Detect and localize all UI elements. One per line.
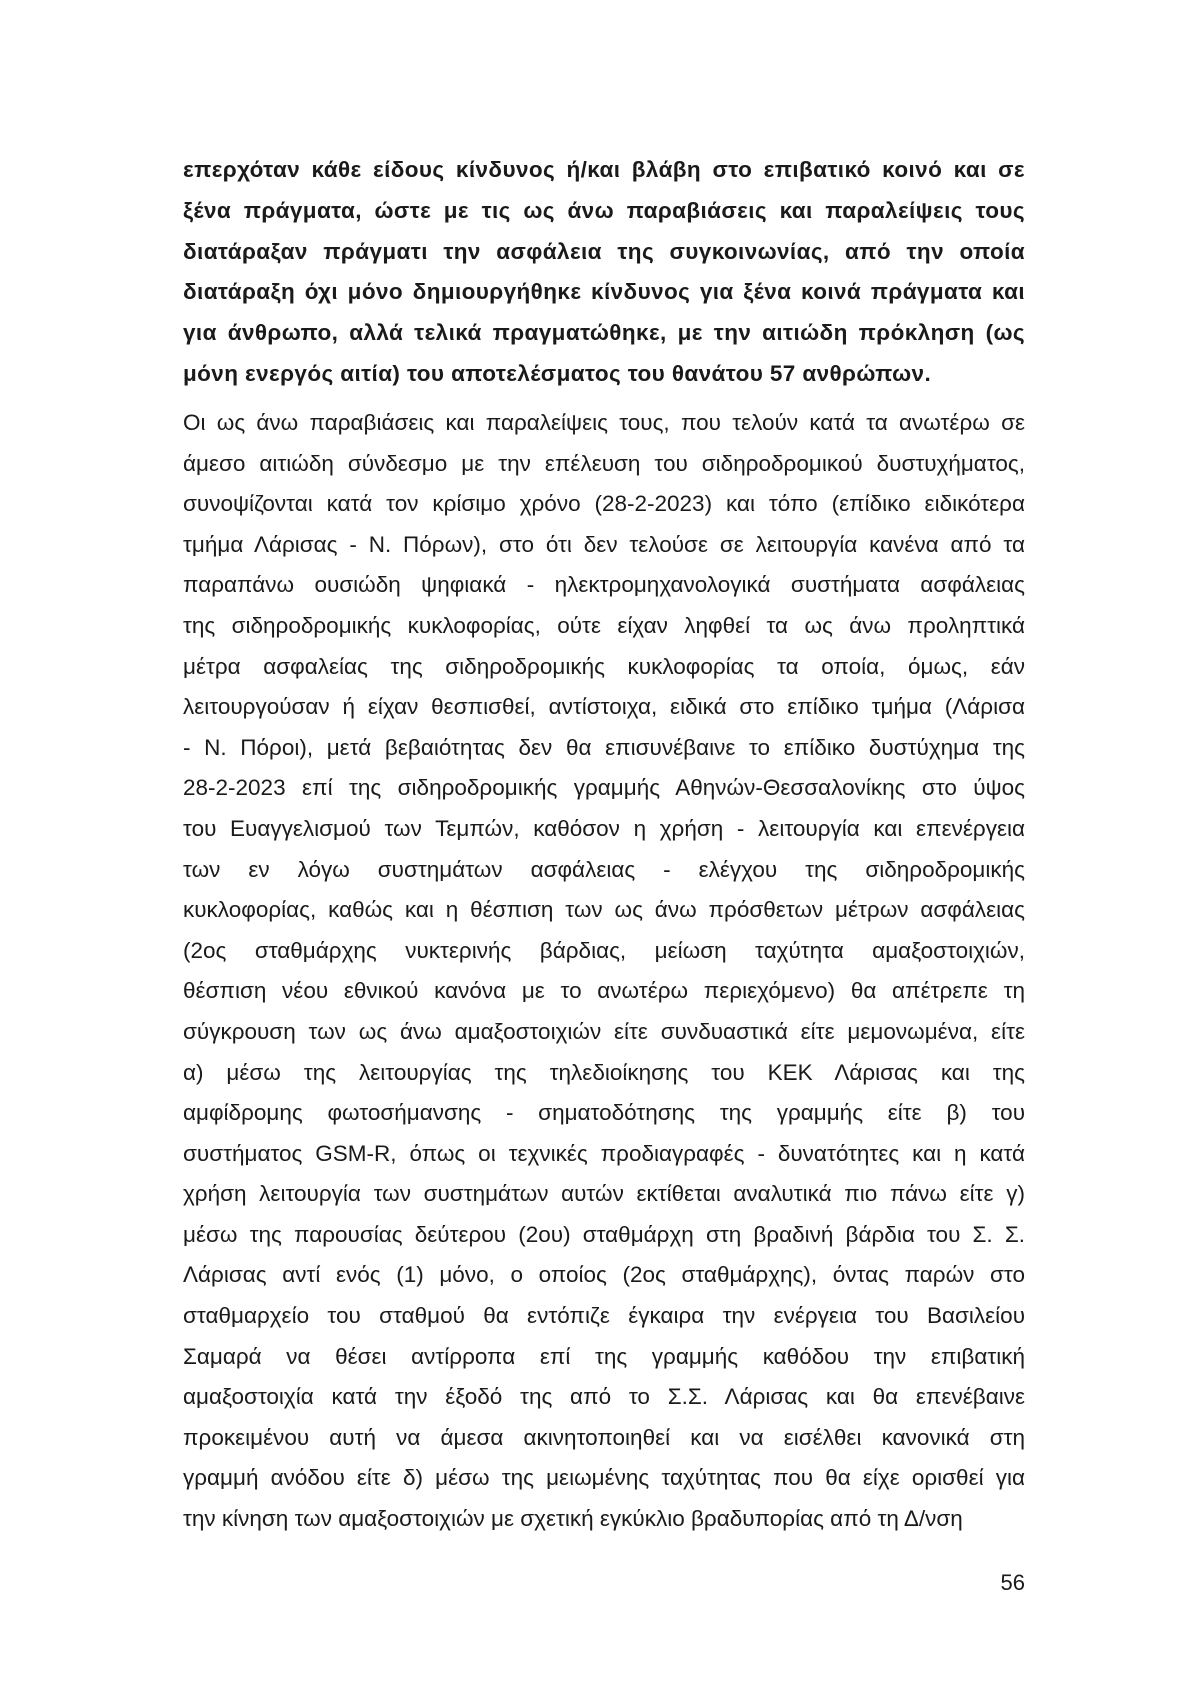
body-paragraph-line: λειτουργούσαν ή είχαν θεσπισθεί, αντίστοιχα, ειδικά στο επίδικο τμήμα (Λάρισα [183, 694, 1025, 720]
body-paragraph-line: σταθμαρχείο του σταθμού θα εντόπιζε έγκαιρα την ενέργεια του Βασιλείου [183, 1303, 1025, 1329]
bold-paragraph-line: ξένα πράγματα, ώστε με τις ως άνω παραβιάσεις και παραλείψεις τους [183, 197, 1025, 223]
body-paragraph-line: Οι ως άνω παραβιάσεις και παραλείψεις τους, που τελούν κατά τα ανωτέρω σε [183, 410, 1025, 435]
body-paragraph-line: μέτρα ασφαλείας της σιδηροδρομικής κυκλοφορίας τα οποία, όμως, εάν [183, 653, 1025, 679]
body-paragraph-line: - Ν. Πόροι), μετά βεβαιότητας δεν θα επισυνέβαινε το επίδικο δυστύχημα της [183, 734, 1025, 760]
body-paragraph-line: χρήση λειτουργία των συστημάτων αυτών εκτίθεται αναλυτικά πιο πάνω είτε γ) [183, 1181, 1025, 1207]
body-paragraph-line: την κίνηση των αμαξοστοιχιών με σχετική εγκύκλιο βραδυπορίας από τη Δ/νση [183, 1506, 963, 1532]
body-paragraph-line: (2ος σταθμάρχης νυκτερινής βάρδιας, μείωση ταχύτητα αμαξοστοιχιών, [183, 937, 1025, 963]
body-paragraph [183, 403, 1025, 1540]
body-paragraph-line: προκειμένου αυτή να άμεσα ακινητοποιηθεί και να εισέλθει κανονικά στη [183, 1424, 1025, 1450]
bold-paragraph-line: για άνθρωπο, αλλά τελικά πραγματώθηκε, με την αιτιώδη πρόκληση (ως [183, 320, 1025, 346]
body-paragraph-line: παραπάνω ουσιώδη ψηφιακά - ηλεκτρομηχανολογικά συστήματα ασφάλειας [183, 572, 1025, 598]
body-paragraph-line: αμαξοστοιχία κατά την έξοδό της από το Σ.Σ. Λάρισας και θα επενέβαινε [183, 1384, 1025, 1410]
body-paragraph-line: των εν λόγω συστημάτων ασφάλειας - ελέγχου της σιδηροδρομικής [183, 856, 1025, 882]
body-paragraph-line: του Ευαγγελισμού των Τεμπών, καθόσον η χρήση - λειτουργία και επενέργεια [183, 815, 1025, 841]
bold-paragraph-line: διατάραξη όχι μόνο δημιουργήθηκε κίνδυνος για ξένα κοινά πράγματα και [183, 279, 1025, 305]
body-paragraph-line: συνοψίζονται κατά τον κρίσιμο χρόνο (28-2-2023) και τόπο (επίδικο ειδικότερα [183, 491, 1025, 517]
body-paragraph-line: Σαμαρά να θέσει αντίρροπα επί της γραμμής καθόδου την επιβατική [183, 1343, 1025, 1369]
body-paragraph-line: μέσω της παρουσίας δεύτερου (2ου) σταθμάρχη στη βραδινή βάρδια του Σ. Σ. [183, 1221, 1025, 1247]
body-paragraph-line: της σιδηροδρομικής κυκλοφορίας, ούτε είχαν ληφθεί τα ως άνω προληπτικά [183, 612, 1025, 638]
bold-paragraph-line: διατάραξαν πράγματι την ασφάλεια της συγκοινωνίας, από την οποία [183, 238, 1025, 264]
body-paragraph-line: α) μέσω της λειτουργίας της τηλεδιοίκησης του ΚΕΚ Λάρισας και της [183, 1059, 1025, 1085]
body-paragraph-line: θέσπιση νέου εθνικού κανόνα με το ανωτέρω περιεχόμενο) θα απέτρεπε τη [183, 978, 1025, 1004]
body-paragraph-line: Λάρισας αντί ενός (1) μόνο, ο οποίος (2ος σταθμάρχης), όντας παρών στο [183, 1262, 1025, 1288]
page-number: 56 [1000, 1570, 1025, 1595]
body-paragraph-line: κυκλοφορίας, καθώς και η θέσπιση των ως άνω πρόσθετων μέτρων ασφάλειας [183, 897, 1025, 923]
bold-paragraph-line: μόνη ενεργός αιτία) του αποτελέσματος του θανάτου 57 ανθρώπων. [183, 360, 932, 386]
body-paragraph-line: συστήματος GSM-R, όπως οι τεχνικές προδιαγραφές - δυνατότητες και η κατά [183, 1140, 1025, 1166]
body-paragraph-line: αμφίδρομης φωτοσήμανσης - σηματοδότησης της γραμμής είτε β) του [183, 1100, 1025, 1126]
body-paragraph-line: άμεσο αιτιώδη σύνδεσμο με την επέλευση του σιδηροδρομικού δυστυχήματος, [183, 450, 1025, 476]
body-paragraph-line: 28-2-2023 επί της σιδηροδρομικής γραμμής Αθηνών-Θεσσαλονίκης στο ύψος [183, 775, 1025, 801]
bold-paragraph-line: επερχόταν κάθε είδους κίνδυνος ή/και βλάβη στο επιβατικό κοινό και σε [183, 157, 1025, 182]
body-paragraph-line: σύγκρουση των ως άνω αμαξοστοιχιών είτε συνδυαστικά είτε μεμονωμένα, είτε [183, 1018, 1025, 1044]
bold-paragraph [183, 150, 1025, 395]
body-paragraph-line: τμήμα Λάρισας - Ν. Πόρων), στο ότι δεν τελούσε σε λειτουργία κανένα από τα [183, 531, 1025, 557]
body-paragraph-line: γραμμή ανόδου είτε δ) μέσω της μειωμένης ταχύτητας που θα είχε ορισθεί για [183, 1465, 1025, 1491]
